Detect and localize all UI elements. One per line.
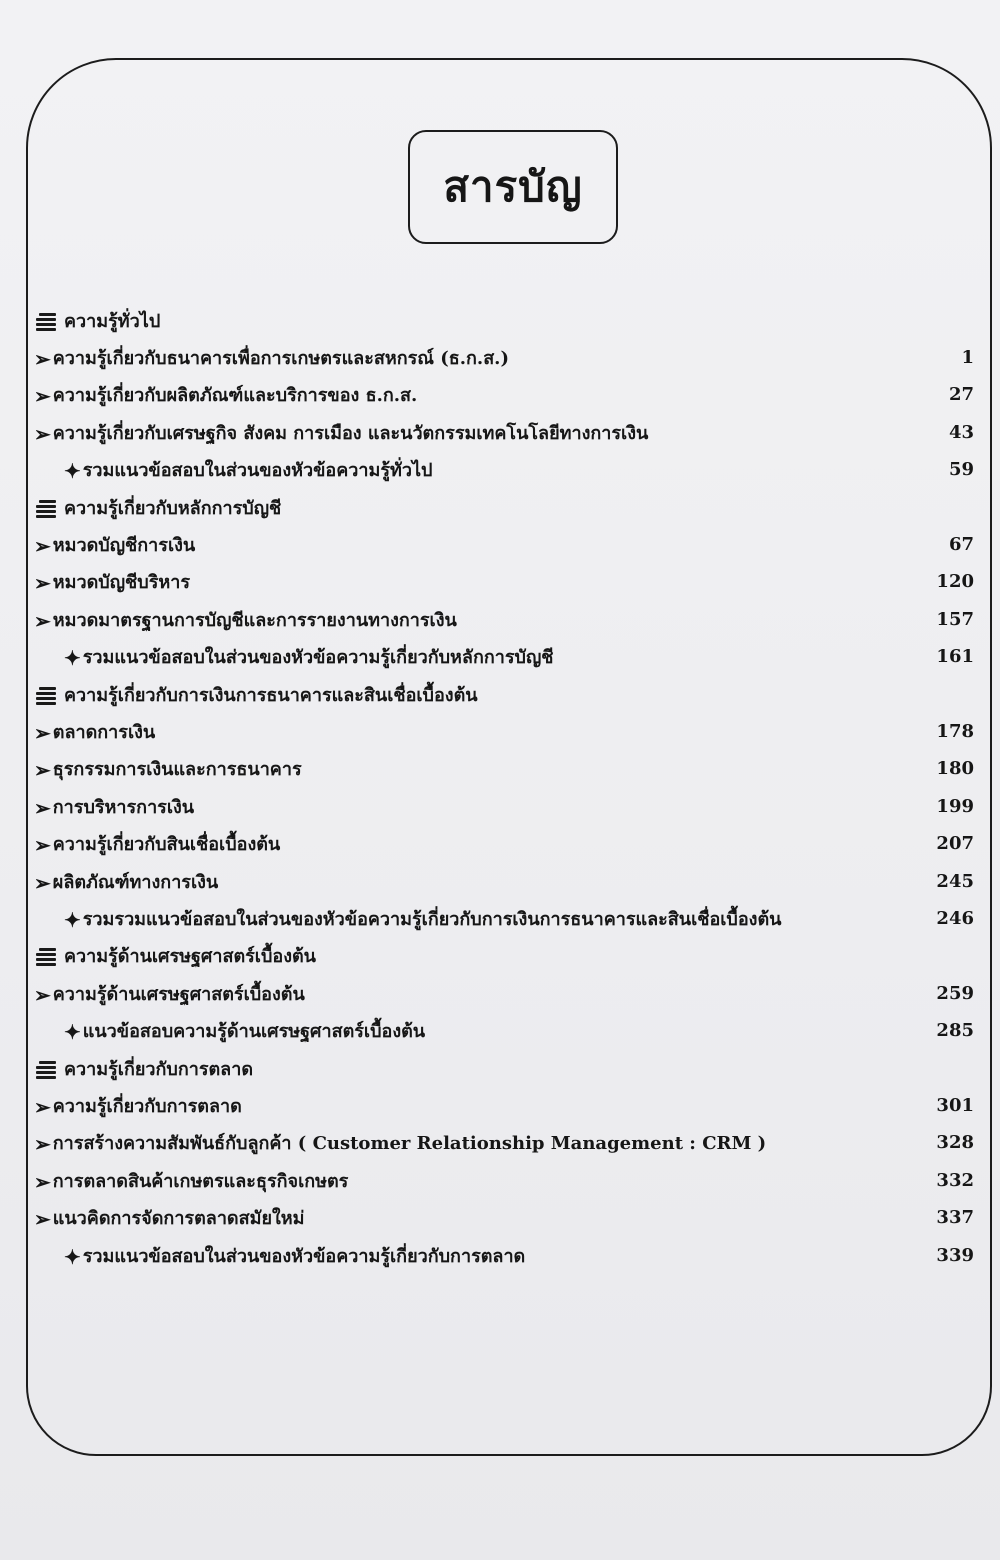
toc-entry (34, 713, 974, 749)
arrow-right-icon: ➢ (34, 1207, 51, 1232)
toc-section-heading (34, 676, 974, 712)
book-stack-icon (36, 1060, 58, 1080)
page-number: 59 (948, 459, 974, 481)
toc-section-heading (34, 1050, 974, 1086)
star-icon: ✦ (64, 1020, 81, 1045)
star-icon: ✦ (64, 1244, 81, 1269)
toc-entry (34, 826, 974, 862)
page-number: 328 (936, 1132, 974, 1154)
toc-entry (34, 1200, 974, 1236)
page-number: 161 (936, 646, 974, 668)
page-number: 157 (936, 608, 974, 630)
entry-label (34, 642, 904, 671)
entry-label (34, 1166, 904, 1195)
entry-label (34, 418, 904, 447)
entry-label (34, 979, 904, 1008)
entry-label (34, 530, 904, 559)
page-number: 199 (936, 795, 974, 817)
section-label (34, 493, 974, 522)
page-number: 301 (936, 1094, 974, 1116)
arrow-right-icon: ➢ (34, 870, 51, 895)
entry-text: ความรู้เกี่ยวกับสินเชื่อเบื้องต้น (52, 834, 281, 856)
page-number: 43 (948, 421, 974, 443)
entry-text: หมวดบัญชีการเงิน (52, 534, 196, 556)
page-number: 120 (936, 571, 974, 593)
entry-text: ความรู้เกี่ยวกับผลิตภัณฑ์และบริการของ ธ.ก.ส. (52, 385, 418, 407)
entry-label (34, 829, 904, 858)
entry-label (34, 1016, 904, 1045)
section-label (34, 680, 974, 709)
entry-text: หมวดบัญชีบริหาร (52, 572, 191, 594)
toc-entry (34, 975, 974, 1011)
entry-label (34, 1091, 904, 1120)
section-title-text: ความรู้เกี่ยวกับหลักการบัญชี (64, 497, 282, 519)
arrow-right-icon: ➢ (34, 421, 51, 446)
entry-text: หมวดมาตรฐานการบัญชีและการรายงานทางการเงิน (52, 609, 457, 631)
section-title-text: ความรู้เกี่ยวกับการตลาด (64, 1058, 254, 1080)
entry-label (34, 754, 904, 783)
toc-entry (34, 339, 974, 375)
entry-text: ความรู้เกี่ยวกับเศรษฐกิจ สังคม การเมือง และนวัตกรรมเทคโนโลยีทางการเงิน (52, 422, 649, 444)
section-title-text: ความรู้ทั่วไป (64, 310, 161, 332)
page-number: 337 (936, 1207, 974, 1229)
toc-entry (34, 377, 974, 413)
toc-entry (34, 751, 974, 787)
page-number: 245 (936, 870, 974, 892)
toc-entry (34, 526, 974, 562)
section-label (34, 1054, 974, 1083)
toc-section-heading (34, 489, 974, 525)
star-icon: ✦ (64, 459, 81, 484)
entry-label (34, 792, 904, 821)
entry-text: ตลาดการเงิน (52, 721, 156, 743)
toc-entry (34, 1125, 974, 1161)
toc-subentry (34, 452, 974, 488)
page-number: 332 (936, 1169, 974, 1191)
arrow-right-icon: ➢ (34, 571, 51, 596)
entry-text: แนวข้อสอบความรู้ด้านเศรษฐศาสตร์เบื้องต้น (82, 1021, 426, 1043)
page-number: 27 (948, 384, 974, 406)
arrow-right-icon: ➢ (34, 982, 51, 1007)
page-number: 259 (936, 982, 974, 1004)
entry-label (34, 1241, 904, 1270)
entry-text: การบริหารการเงิน (52, 796, 195, 818)
toc-subentry (34, 639, 974, 675)
entry-text: รวมแนวข้อสอบในส่วนของหัวข้อความรู้ทั่วไป (82, 460, 433, 482)
entry-text: แนวคิดการจัดการตลาดสมัยใหม่ (52, 1208, 305, 1230)
toc-subentry (34, 1237, 974, 1273)
entry-label (34, 1203, 904, 1232)
page-number: 67 (948, 533, 974, 555)
entry-text: รวมรวมแนวข้อสอบในส่วนของหัวข้อความรู้เกี่ยวกับการเงินการธนาคารและสินเชื่อเบื้องต้น (82, 908, 782, 930)
entry-text: ความรู้เกี่ยวกับธนาคารเพื่อการเกษตรและสหกรณ์ (ธ.ก.ส.) (52, 347, 509, 369)
toc-entry (34, 414, 974, 450)
toc-entry (34, 1087, 974, 1123)
page-number: 285 (936, 1020, 974, 1042)
book-stack-icon (36, 686, 58, 706)
book-stack-icon (36, 947, 58, 967)
book-stack-icon (36, 499, 58, 519)
entry-label (34, 380, 904, 409)
entry-text: การสร้างความสัมพันธ์กับลูกค้า ( Customer Relationship Management : CRM ) (52, 1133, 767, 1155)
entry-text: ธุรกรรมการเงินและการธนาคาร (52, 759, 302, 781)
arrow-right-icon: ➢ (34, 758, 51, 783)
toc-entry (34, 788, 974, 824)
page-number: 339 (936, 1244, 974, 1266)
toc-entry (34, 1162, 974, 1198)
toc-subentry (34, 900, 974, 936)
entry-label (34, 867, 904, 896)
arrow-right-icon: ➢ (34, 1132, 51, 1157)
page-number: 246 (936, 907, 974, 929)
entry-label (34, 343, 904, 372)
arrow-right-icon: ➢ (34, 533, 51, 558)
page-title: สารบัญ (443, 162, 583, 211)
section-title-text: ความรู้เกี่ยวกับการเงินการธนาคารและสินเชื่อเบื้องต้น (64, 684, 478, 706)
title-box (408, 130, 618, 244)
page-number: 180 (936, 758, 974, 780)
arrow-right-icon: ➢ (34, 384, 51, 409)
entry-text: ความรู้ด้านเศรษฐศาสตร์เบื้องต้น (52, 983, 305, 1005)
entry-label (34, 605, 904, 634)
toc-subentry (34, 1013, 974, 1049)
arrow-right-icon: ➢ (34, 1169, 51, 1194)
section-label (34, 306, 974, 335)
entry-label (34, 904, 904, 933)
section-label (34, 941, 974, 970)
page-number: 207 (936, 833, 974, 855)
toc-section-heading (34, 938, 974, 974)
toc-entry (34, 564, 974, 600)
star-icon: ✦ (64, 907, 81, 932)
arrow-right-icon: ➢ (34, 833, 51, 858)
arrow-right-icon: ➢ (34, 346, 51, 371)
arrow-right-icon: ➢ (34, 720, 51, 745)
entry-label (34, 717, 904, 746)
entry-label (34, 567, 904, 596)
arrow-right-icon: ➢ (34, 795, 51, 820)
book-stack-icon (36, 312, 58, 332)
entry-text: การตลาดสินค้าเกษตรและธุรกิจเกษตร (52, 1170, 349, 1192)
entry-label (34, 455, 904, 484)
entry-text: ผลิตภัณฑ์ทางการเงิน (52, 871, 219, 893)
entry-text: ความรู้เกี่ยวกับการตลาด (52, 1095, 242, 1117)
toc-section-heading (34, 302, 974, 338)
page-number: 1 (961, 346, 974, 368)
toc-entry (34, 601, 974, 637)
entry-text: รวมแนวข้อสอบในส่วนของหัวข้อความรู้เกี่ยวกับหลักการบัญชี (82, 647, 554, 669)
star-icon: ✦ (64, 646, 81, 671)
entry-text: รวมแนวข้อสอบในส่วนของหัวข้อความรู้เกี่ยวกับการตลาด (82, 1245, 526, 1267)
toc-entry (34, 863, 974, 899)
entry-label (34, 1128, 904, 1157)
arrow-right-icon: ➢ (34, 1094, 51, 1119)
arrow-right-icon: ➢ (34, 608, 51, 633)
page-number: 178 (936, 720, 974, 742)
section-title-text: ความรู้ด้านเศรษฐศาสตร์เบื้องต้น (64, 946, 316, 968)
